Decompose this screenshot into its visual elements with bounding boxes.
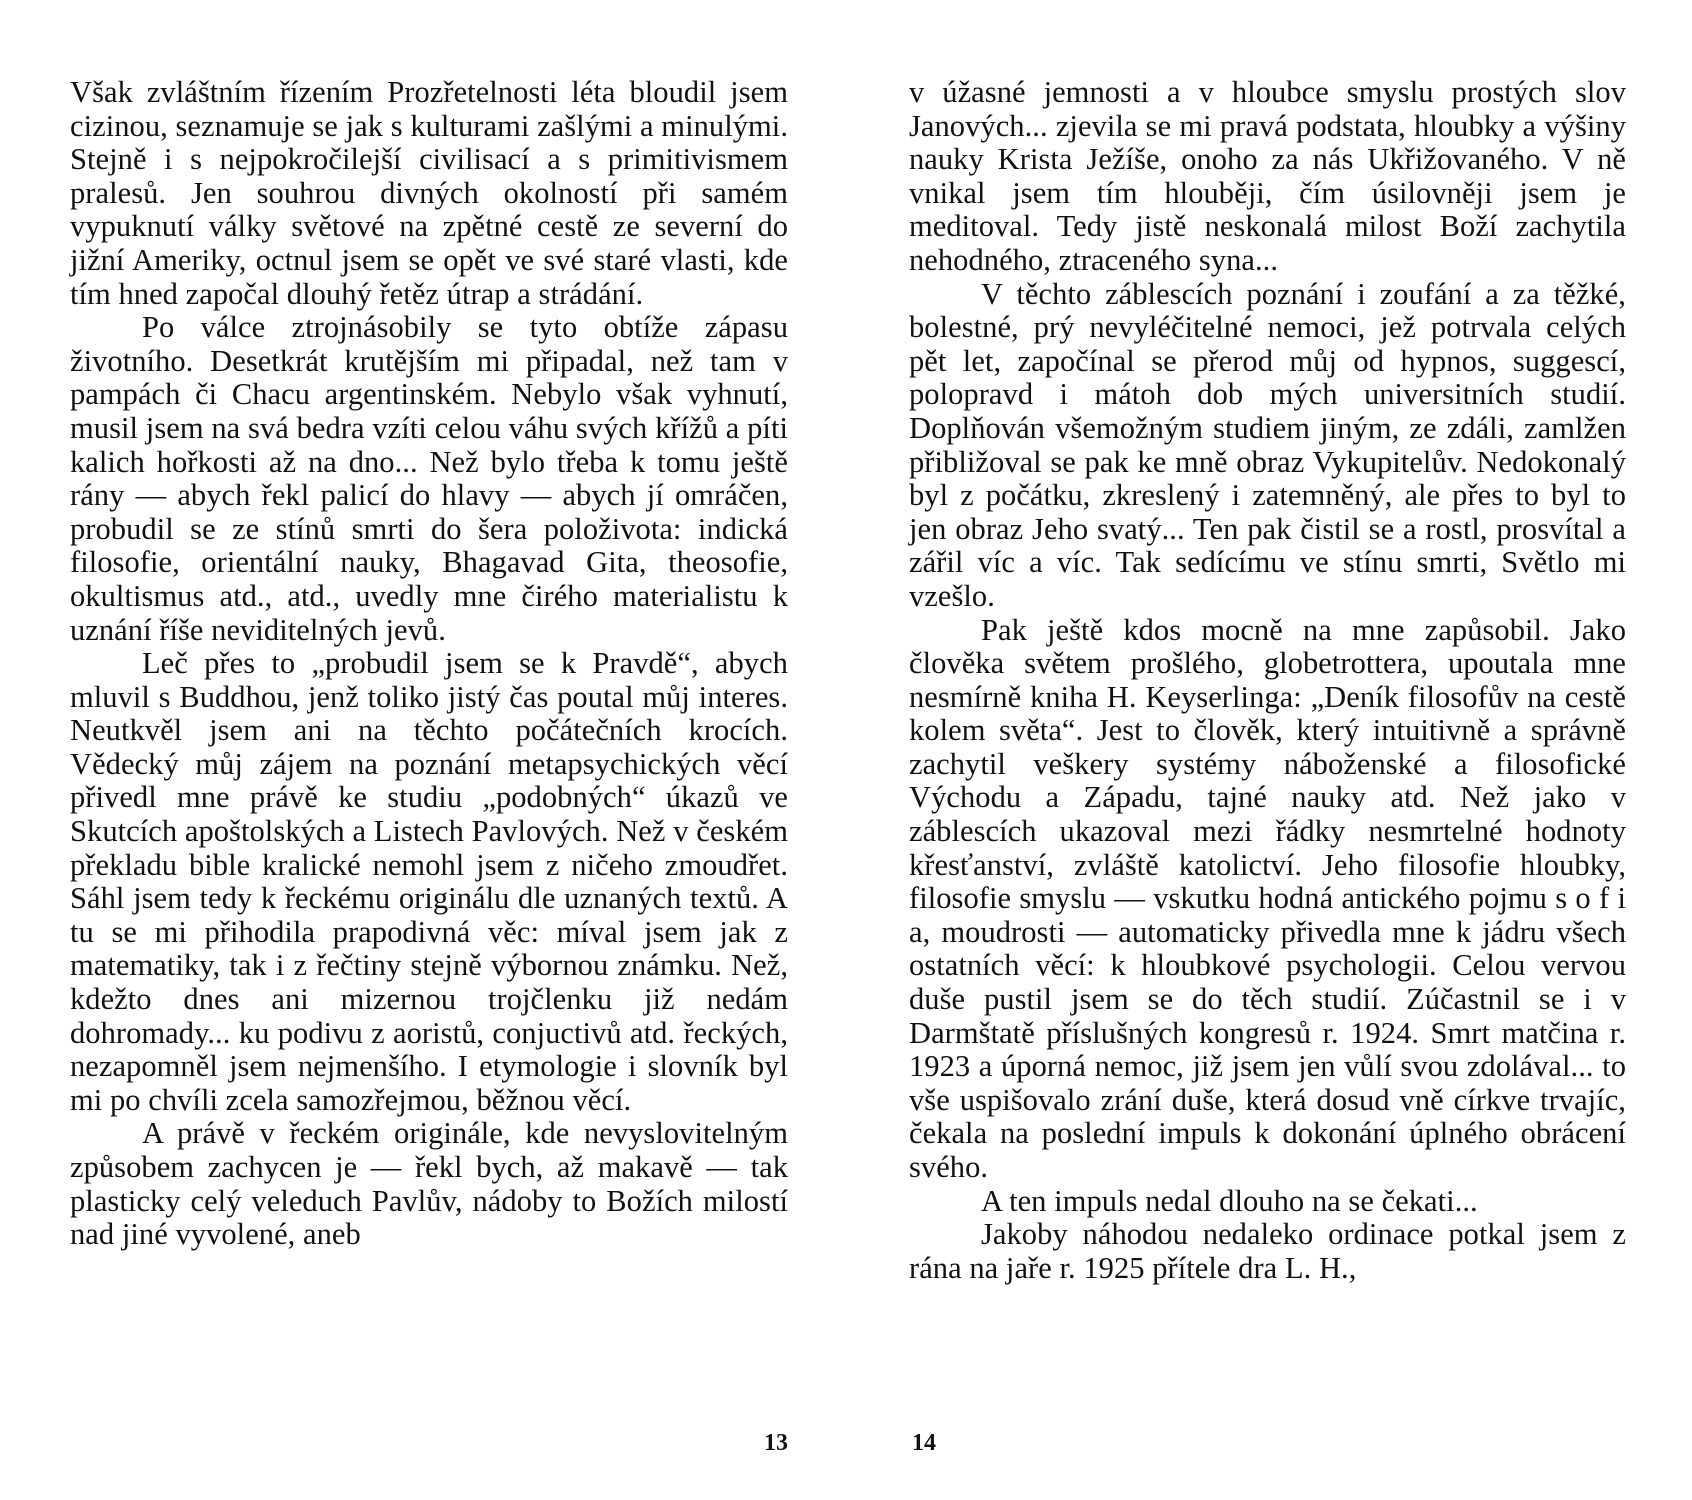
paragraph: A ten impuls nedal dlouho na se čekati... (981, 1183, 1478, 1218)
paragraph: A právě v řeckém originále, kde nevyslovitelným způsobem zachycen je — řekl bych, až makavě — tak plasticky celý veleduch Pavlův, nádoby to Božích milostí nad jiné vyvolené, aneb (70, 1116, 788, 1252)
left-page-text (70, 76, 788, 1252)
paragraph: Pak ještě kdos mocně na mne zapůsobil. Jako člověka světem prošlého, globetrottera, upoutala mne nesmírně kniha H. Keyserlinga: „Deník filosofův na cestě kolem světa“. Jest to člověk, který intuitivně a správně zachytil veškery systémy náboženské a filosofické Východu a Západu, tajné nauky atd. Než jako v záblescích ukazoval mezi řádky nesmrtelné hodnoty křesťanství, zvláště katolictví. Jeho filosofie hloubky, filosofie smyslu — vskutku hodná antického pojmu s o f i a, moudrosti — automaticky přivedla mne k jádru všech ostatních věcí: k hloubkové psychologii. Celou vervou duše pustil jsem se do těch studií. Zúčastnil se i v Darmštatě příslušných kongresů r. 1924. Smrt matčina r. 1923 a úporná nemoc, již jsem jen vůlí svou zdolával... to vše uspišovalo zrání duše, která dosud vně církve trvajíc, čekala na poslední impuls k dokonání úplného obrácení svého. (909, 612, 1626, 1184)
paragraph: V těchto záblescích poznání i zoufání a za těžké, bolestné, prý nevyléčitelné nemoci, jež potrvala celých pět let, započínal se přerod můj od hypnos, suggescí, polopravd i mátoh dob mých universitních studií. Doplňován všemožným studiem jiným, ze zdáli, zamlžen přibližoval se pak ke mně obraz Vykupitelův. Nedokonalý byl z počátku, zkreslený i zatemněný, ale přes to byl to jen obraz Jeho svatý... Ten pak čistil se a rostl, prosvítal a zářil víc a víc. Tak sedícímu ve stínu smrti, Světlo mi vzešlo. (909, 276, 1626, 613)
paragraph: Leč přes to „probudil jsem se k Pravdě“, abych mluvil s Buddhou, jenž toliko jistý čas poutal můj interes. Neutkvěl jsem ani na těchto počátečních krocích. Vědecký můj zájem na poznání metapsychických věcí přivedl mne právě ke studiu „podobných“ úkazů ve Skutcích apoštolských a Listech Pavlových. Než v českém překladu bible kralické nemohl jsem z ničeho zmoudřet. Sáhl jsem tedy k řeckému originálu dle uznaných textů. A tu se mi přihodila prapodivná věc: míval jsem jak z matematiky, tak i z řečtiny stejně výbornou známku. Než, kdežto dnes ani mizernou trojčlenku již nedám dohromady... ku podivu z aoristů, conjuctivů atd. řeckých, nezapomněl jsem nejmenšího. I etymologie i slovník byl mi po chvíli zcela samozřejmou, běžnou věcí. (70, 646, 788, 1117)
right-page (846, 0, 1692, 1500)
page-number: 13 (764, 1430, 788, 1456)
paragraph: v úžasné jemnosti a v hloubce smyslu prostých slov Janových... zjevila se mi pravá podstata, hloubky a výšiny nauky Krista Ježíše, onoho za nás Ukřižovaného. V ně vnikal jsem tím hlouběji, čím úsilovněji jsem je meditoval. Tedy jistě neskonalá milost Boží zachytila nehodného, ztraceného syna... (909, 75, 1626, 277)
paragraph: Však zvláštním řízením Prozřetelnosti léta bloudil jsem cizinou, seznamuje se jak s kulturami zašlými a minulými. Stejně i s nejpokročilejší civilisací a s primitivismem pralesů. Jen souhrou divných okolností při samém vypuknutí války světové na zpětné cestě ze severní do jižní Ameriky, octnul jsem se opět ve své staré vlasti, kde tím hned započal dlouhý řetěz útrap a strádání. (70, 75, 788, 311)
paragraph: Jakoby náhodou nedaleko ordinace potkal jsem z rána na jaře r. 1925 přítele dra L. H., (909, 1217, 1626, 1285)
paragraph: Po válce ztrojnásobily se tyto obtíže zápasu životního. Desetkrát krutějším mi připadal, než tam v pampách či Chacu argentinském. Nebylo však vyhnutí, musil jsem na svá bedra vzíti celou váhu svých křížů a píti kalich hořkosti až na dno... Než bylo třeba k tomu ještě rány — abych řekl palicí do hlavy — abych jí omráčen, probudil se ze stínů smrti do šera položivota: indická filosofie, orientální nauky, Bhagavad Gita, theosofie, okultismus atd., atd., uvedly mne čirého materialistu k uznání říše neviditelných jevů. (70, 310, 788, 647)
page-number: 14 (912, 1430, 936, 1456)
right-page-text (909, 76, 1626, 1285)
